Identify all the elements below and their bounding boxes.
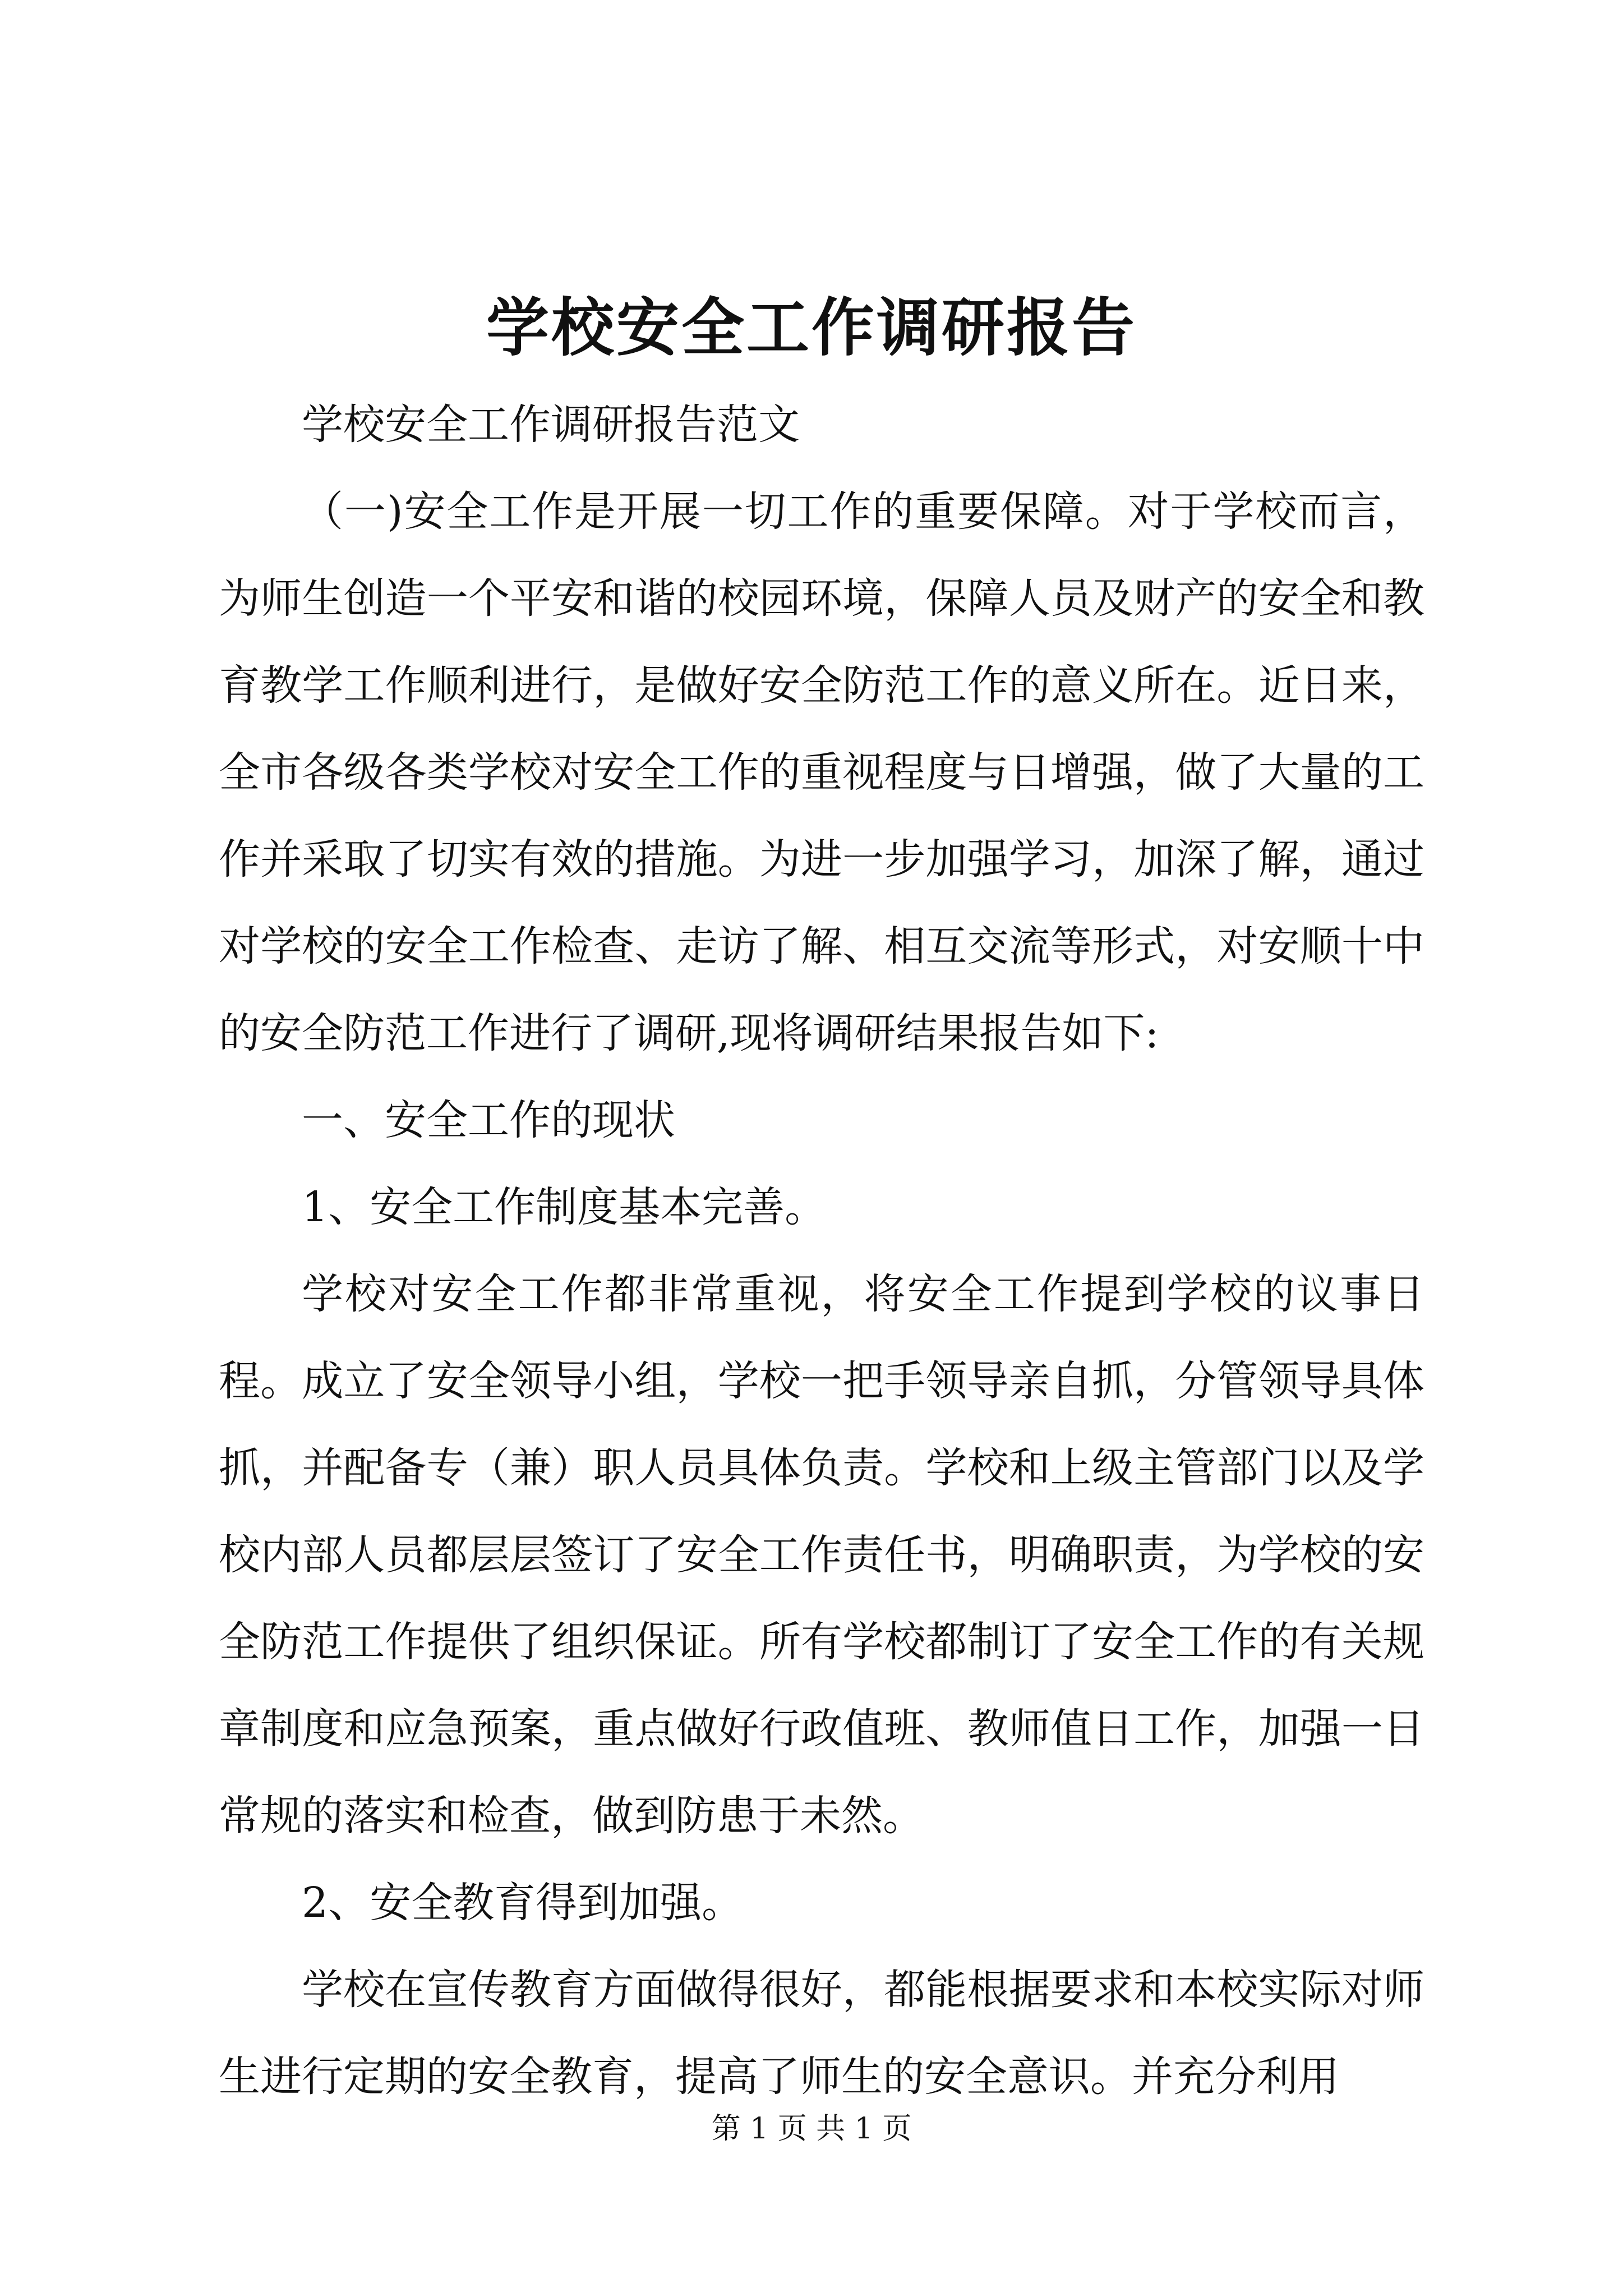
subheading-safety-system: 1、安全工作制度基本完善。 — [302, 1183, 827, 1231]
document-title: 学校安全工作调研报告 — [486, 291, 1137, 365]
document-subtitle: 学校安全工作调研报告范文 — [302, 401, 800, 449]
page-footer: 第 1 页 共 1 页 — [711, 2112, 912, 2146]
paragraph-safety-system: 学校对安全工作都非常重视，将安全工作提到学校的议事日程。成立了安全领导小组，学校一把手领导亲自抓，分管领导具体抓，并配备专（兼）职人员具体负责。学校和上级主管部门以及学校内部人员都层层签订了安全工作责任书，明确职责，为学校的安全防范工作提供了组织保证。所有学校都制订了安全工作的有关规章制度和应急预案，重点做好行政值班、教师值日工作，加强一日常规的落实和检查，做到防患于未然。 — [219, 1270, 1424, 1840]
section-heading-current-status: 一、安全工作的现状 — [302, 1096, 675, 1144]
subheading-safety-education: 2、安全教育得到加强。 — [302, 1879, 744, 1927]
paragraph-intro: （一)安全工作是开展一切工作的重要保障。对于学校而言，为师生创造一个平安和谐的校园环境，保障人员及财产的安全和教育教学工作顺利进行，是做好安全防范工作的意义所在。近日来，全市各级各类学校对安全工作的重视程度与日增强，做了大量的工作并采取了切实有效的措施。为进一步加强学习，加深了解，通过对学校的安全工作检查、走访了解、相互交流等形式，对安顺十中的安全防范工作进行了调研,现将调研结果报告如下: — [219, 487, 1424, 1057]
document-body — [219, 381, 1424, 2120]
paragraph-safety-education: 学校在宣传教育方面做得很好，都能根据要求和本校实际对师生进行定期的安全教育，提高了师生的安全意识。并充分利用 — [219, 1966, 1424, 2101]
